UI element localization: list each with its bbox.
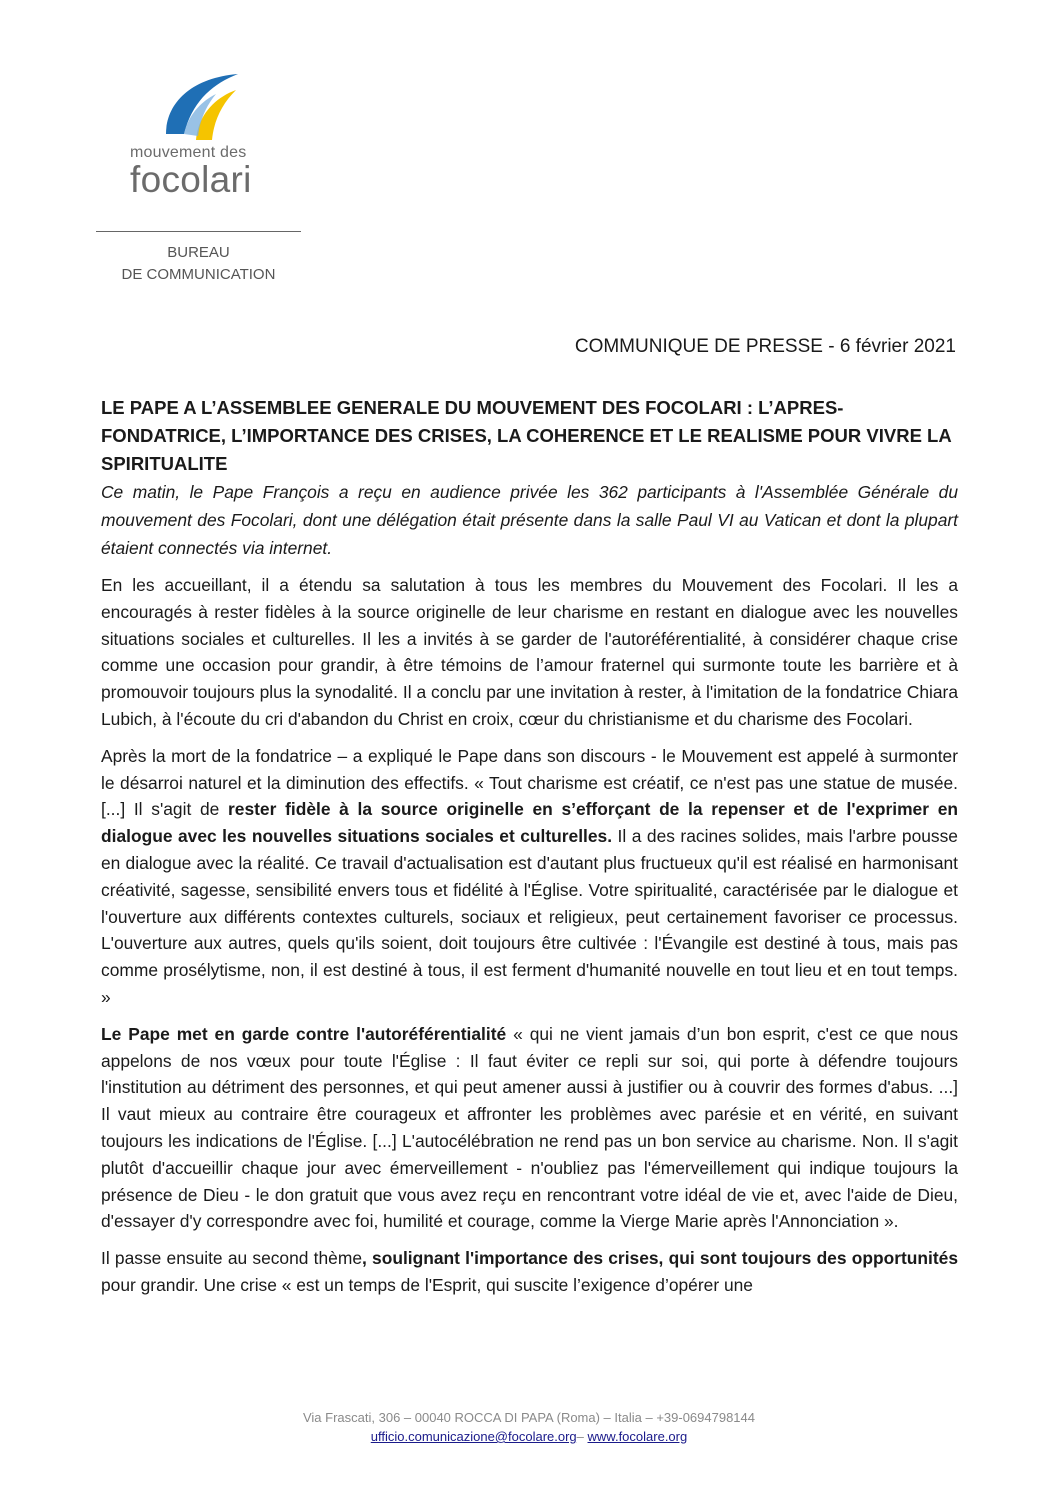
- focolari-logo: [130, 70, 280, 198]
- paragraph-3: [101, 1021, 958, 1235]
- paragraph-4: [101, 1245, 958, 1299]
- paragraph-2-bold: rester fidèle à la source originelle en s’efforçant de la repenser et de l'exprimer en dialogue avec les nouvelles situations sociales et culturelles.: [101, 799, 958, 847]
- footer-address: Via Frascati, 306 – 00040 ROCCA DI PAPA (Roma) – Italia – +39-0694798144: [302, 1410, 755, 1425]
- office-line-1: BUREAU: [167, 244, 230, 261]
- office-label: [96, 242, 301, 286]
- paragraph-4-bold: , soulignant l'importance des crises, qui sont toujours des opportunités: [362, 1248, 959, 1269]
- paragraph-2-text-a: Après la mort de la fondatrice – a expliqué le Pape dans son discours - le Mouvement est appelé à surmonter le désarroi naturel et la diminution des effectifs. « Tout charisme est créatif, ce n'est pas une statue de musée. [...] Il s'agit de: [101, 745, 958, 820]
- paragraph-4-text-a: Il passe ensuite au second thème: [101, 1248, 362, 1269]
- paragraph-3-text: « qui ne vient jamais d’un bon esprit, c'est ce que nous appelons de nos vœux pour toute l'Église : Il faut éviter ce repli sur soi, qui porte à défendre toujours l'institution au détriment des personnes, et qui peut amener aussi à justifier ou à couvrir des formes d'abus. ...] Il vaut mieux au contraire être courageux et affronter les problèmes avec parésie et en vérité, en suivant toujours les indications de l'Église. [...] L'autocélébration ne rend pas un bon service au charisme. Non. Il s'agit plutôt d'accueillir chaque jour avec émerveillement - n'oubliez pas l'émerveillement qui indique toujours la présence de Dieu - le don gratuit que vous avez reçu en rencontrant votre idéal de vie et, avec l'aide de Dieu, d'essayer d'y correspondre avec foi, humilité et courage, comme la Vierge Marie après l'Annonciation ».: [101, 1023, 959, 1232]
- email-link[interactable]: ufficio.comunicazione@focolare.org: [370, 1429, 577, 1444]
- paragraph-2-text-c: Il a des racines solides, mais l'arbre pousse en dialogue avec la réalité. Ce travail d'actualisation est d'autant plus fructueux qu'il est réalisé en harmonisant créativité, sagesse, sensibilité envers tous et fidélité à l'Église. Votre spiritualité, caractérisée par le dialogue et l'ouverture aux différents contextes culturels, sociaux et religieux, peut certainement favoriser ce processus. L'ouverture aux autres, quels qu'ils soient, doit toujours être cultivée : l'Évangile est destiné à tous, mais pas comme prosélytisme, non, il est destiné à tous, il est ferment d'humanité nouvelle en tout lieu et en tout temps. »: [101, 826, 958, 1007]
- headline: LE PAPE A L’ASSEMBLEE GENERALE DU MOUVEMENT DES FOCOLARI : L’APRES-FONDATRICE, L’IMPORTANCE DES CRISES, LA COHERENCE ET LE REALISME POUR VIVRE LA SPIRITUALITE: [101, 397, 952, 474]
- header-divider: [96, 231, 301, 232]
- paragraph-2: [101, 743, 958, 1011]
- lead-paragraph: Ce matin, le Pape François a reçu en audience privée les 362 participants à l'Assemblée Générale du mouvement des Focolari, dont une délégation était présente dans la salle Paul VI au Vatican et dont la plupart étaient connectés via internet.: [101, 482, 958, 558]
- website-link[interactable]: www.focolare.org: [587, 1429, 688, 1444]
- paragraph-1: En les accueillant, il a étendu sa salutation à tous les membres du Mouvement des Focolari. Il les a encouragés à rester fidèles à la source originelle de leur charisme en restant en dialogue avec les nouvelles situations sociales et culturelles. Il les a invités à se garder de l'autoréférentialité, à considérer chaque crise comme une occasion pour grandir, à être témoins de l’amour fraternel qui surmonte toute les barrière et à promouvoir toujours plus la synodalité. Il a conclu par une invitation à rester, à l'imitation de la fondatrice Chiara Lubich, à l'écoute du cri d'abandon du Christ en croix, cœur du christianisme et du charisme des Focolari.: [101, 575, 958, 729]
- press-release-date: COMMUNIQUE DE PRESSE - 6 février 2021: [574, 336, 956, 357]
- footer-separator: –: [576, 1429, 584, 1444]
- page-footer: [0, 1408, 1058, 1446]
- focolari-flame-icon: [162, 70, 242, 142]
- office-line-2: DE COMMUNICATION: [121, 266, 276, 283]
- logo-text-big: focolari: [130, 159, 252, 200]
- footer-links: [0, 1427, 1058, 1446]
- paragraph-4-text-c: pour grandir. Une crise « est un temps de l'Esprit, qui suscite l’exigence d’opérer une: [101, 1274, 753, 1295]
- paragraph-3-bold: Le Pape met en garde contre l'autoréférentialité: [101, 1023, 507, 1044]
- article-body: [101, 394, 958, 1309]
- logo-text-small: mouvement des: [130, 144, 247, 161]
